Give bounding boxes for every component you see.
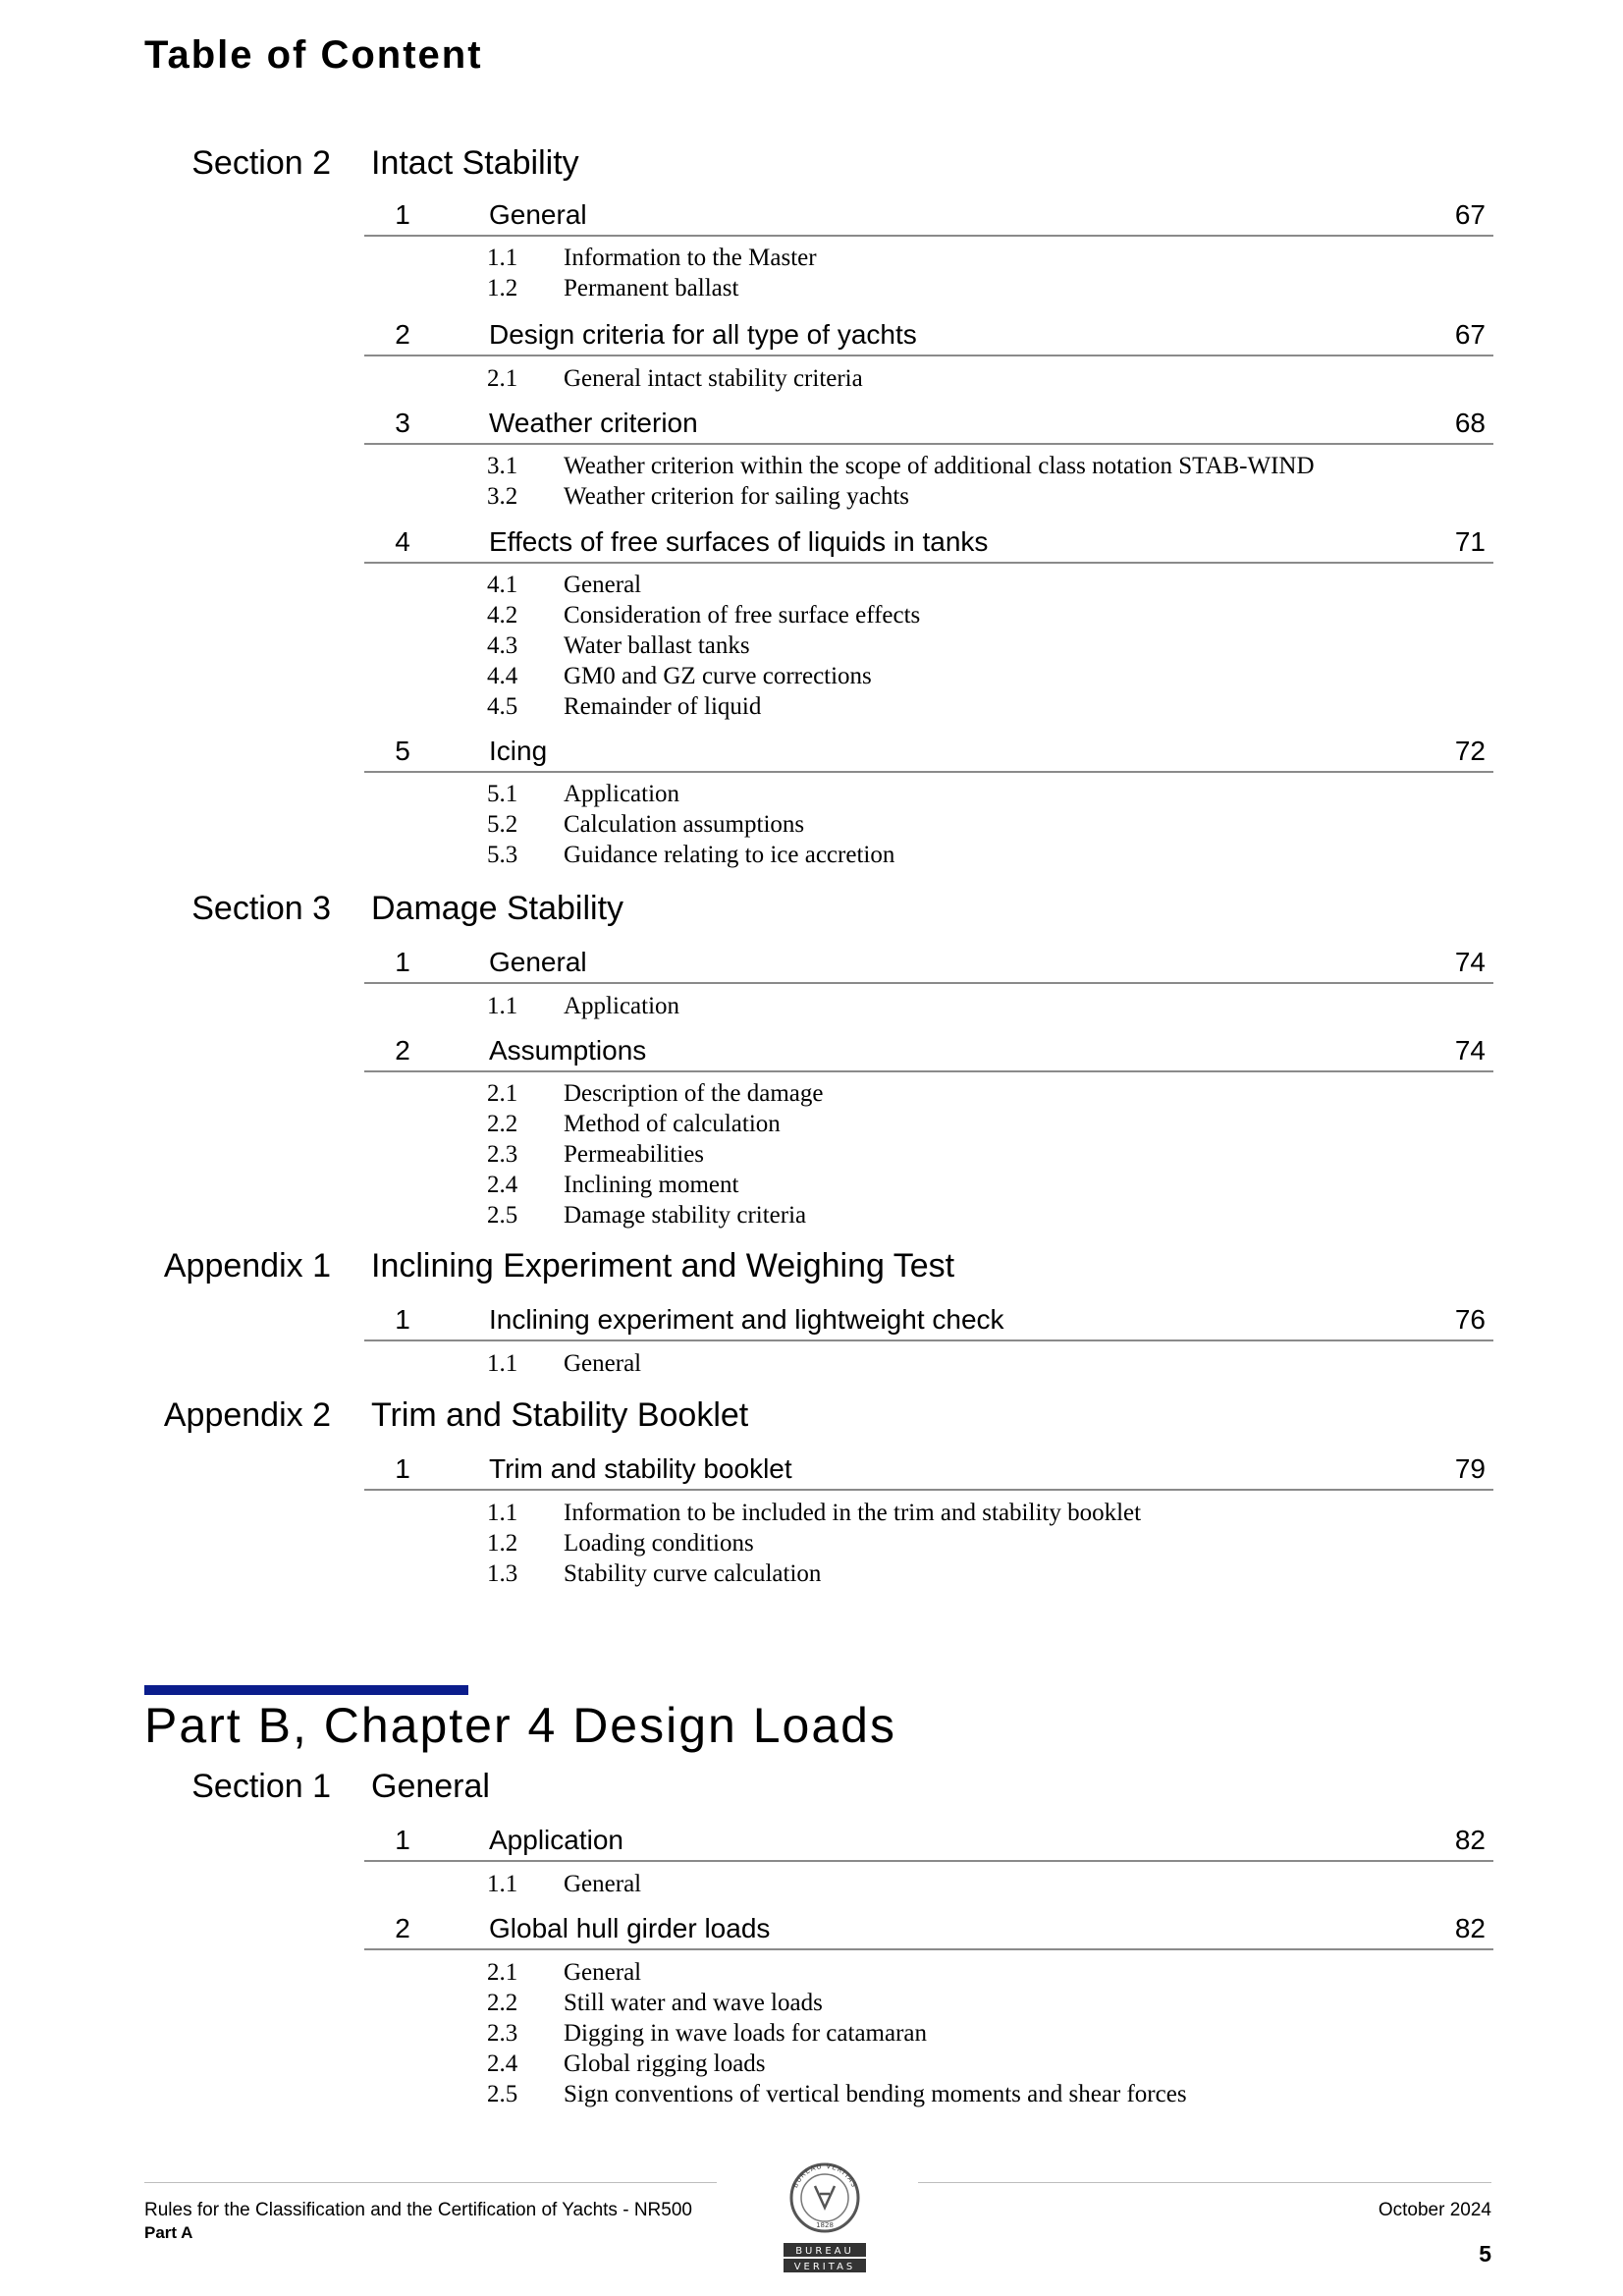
subsection-number: 4.3 — [487, 632, 518, 659]
subsection-number: 4.1 — [487, 572, 518, 598]
subsection-title: GM0 and GZ curve corrections — [564, 663, 872, 689]
toc-subsection[interactable] — [487, 781, 679, 808]
toc-subsection[interactable] — [487, 1350, 641, 1378]
subsection-title: Damage stability criteria — [564, 1202, 807, 1229]
section-title: Inclining Experiment and Weighing Test — [371, 1247, 955, 1285]
toc-subsection[interactable] — [487, 1111, 781, 1138]
article-title: Trim and stability booklet — [489, 1453, 792, 1484]
article-page-number: 67 — [1454, 199, 1486, 230]
article-number: 1 — [395, 199, 410, 230]
section-title: Damage Stability — [371, 890, 624, 927]
subsection-title: Application — [564, 993, 680, 1019]
section-heading — [0, 1247, 1623, 1286]
article-title: Assumptions — [489, 1035, 647, 1066]
subsection-number: 1.1 — [487, 1871, 518, 1897]
section-heading — [0, 1396, 1623, 1436]
toc-subsection[interactable] — [487, 2050, 766, 2078]
toc-subsection[interactable] — [487, 1959, 641, 1987]
article-title: Application — [489, 1825, 623, 1855]
toc-subsection[interactable] — [487, 245, 817, 272]
article-page-number: 68 — [1454, 408, 1486, 438]
subsection-title: Global rigging loads — [564, 2050, 766, 2077]
section-title: General — [371, 1768, 490, 1805]
toc-subsection[interactable] — [487, 2081, 1187, 2108]
subsection-title: Stability curve calculation — [564, 1560, 822, 1587]
toc-subsection[interactable] — [487, 1500, 1141, 1527]
svg-text:1828: 1828 — [816, 2221, 834, 2229]
subsection-number: 1.2 — [487, 275, 518, 301]
subsection-title: Guidance relating to ice accretion — [564, 842, 895, 868]
toc-subsection[interactable] — [487, 632, 750, 660]
subsection-title: General — [564, 1871, 642, 1897]
toc-subsection[interactable] — [487, 2020, 927, 2048]
toc-article-row[interactable] — [364, 1029, 1493, 1072]
subsection-title: Weather criterion within the scope of additional class notation STAB-WIND — [564, 453, 1315, 479]
svg-text:VERITAS: VERITAS — [793, 2262, 856, 2272]
toc-article-row[interactable] — [364, 193, 1493, 237]
toc-title: Table of Content — [144, 33, 483, 77]
toc-article-row[interactable] — [364, 402, 1493, 445]
toc-subsection[interactable] — [487, 811, 804, 839]
subsection-title: Sign conventions of vertical bending moments and shear forces — [564, 2081, 1187, 2107]
subsection-number: 5.3 — [487, 842, 518, 868]
toc-subsection[interactable] — [487, 1560, 821, 1588]
subsection-number: 5.1 — [487, 781, 518, 807]
svg-text:BUREAU: BUREAU — [795, 2246, 854, 2257]
toc-article-row[interactable] — [364, 730, 1493, 773]
subsection-title: Digging in wave loads for catamaran — [564, 2020, 928, 2047]
subsection-title: Consideration of free surface effects — [564, 602, 921, 629]
footer-date: October 2024 — [1378, 2200, 1491, 2220]
article-title: Icing — [489, 736, 548, 766]
footer-doc-info — [144, 2200, 692, 2243]
subsection-number: 3.2 — [487, 483, 518, 510]
toc-article-row[interactable] — [364, 1819, 1493, 1862]
article-page-number: 72 — [1454, 736, 1486, 766]
toc-subsection[interactable] — [487, 453, 1315, 480]
subsection-number: 2.3 — [487, 1141, 518, 1168]
subsection-number: 2.5 — [487, 1202, 518, 1229]
toc-subsection[interactable] — [487, 1990, 823, 2017]
footer-rule-right — [918, 2182, 1491, 2183]
article-page-number: 82 — [1454, 1825, 1486, 1855]
toc-article-row[interactable] — [364, 941, 1493, 984]
subsection-number: 4.4 — [487, 663, 518, 689]
section-title: Trim and Stability Booklet — [371, 1396, 749, 1434]
toc-subsection[interactable] — [487, 365, 863, 393]
article-number: 3 — [395, 408, 410, 438]
section-label: Appendix 2 — [163, 1396, 331, 1434]
subsection-number: 2.2 — [487, 1111, 518, 1137]
section-heading — [0, 1768, 1623, 1807]
toc-subsection[interactable] — [487, 1202, 806, 1230]
subsection-number: 2.4 — [487, 2050, 518, 2077]
subsection-title: Still water and wave loads — [564, 1990, 823, 2016]
toc-subsection[interactable] — [487, 1871, 641, 1898]
toc-subsection[interactable] — [487, 1530, 754, 1558]
subsection-title: General — [564, 1350, 642, 1377]
section-label: Section 2 — [191, 144, 331, 182]
toc-article-row[interactable] — [364, 1298, 1493, 1341]
toc-subsection[interactable] — [487, 275, 738, 302]
part-b-heading: Part B, Chapter 4 Design Loads — [144, 1698, 896, 1753]
article-number: 1 — [395, 1825, 410, 1855]
article-title: Global hull girder loads — [489, 1913, 771, 1943]
article-number: 2 — [395, 1035, 410, 1066]
subsection-title: Loading conditions — [564, 1530, 754, 1557]
article-number: 2 — [395, 1913, 410, 1943]
subsection-title: Remainder of liquid — [564, 693, 762, 720]
subsection-title: Description of the damage — [564, 1080, 824, 1107]
page-number: 5 — [1479, 2241, 1491, 2267]
subsection-number: 3.1 — [487, 453, 518, 479]
article-page-number: 82 — [1454, 1913, 1486, 1943]
article-page-number: 67 — [1454, 319, 1486, 350]
section-heading — [0, 890, 1623, 929]
article-title: Inclining experiment and lightweight check — [489, 1304, 1004, 1335]
toc-subsection[interactable] — [487, 572, 641, 599]
article-number: 4 — [395, 526, 410, 557]
subsection-number: 4.5 — [487, 693, 518, 720]
subsection-title: Calculation assumptions — [564, 811, 805, 838]
toc-subsection[interactable] — [487, 663, 872, 690]
subsection-number: 1.3 — [487, 1560, 518, 1587]
article-number: 5 — [395, 736, 410, 766]
section-label: Section 1 — [191, 1768, 331, 1805]
subsection-title: Permanent ballast — [564, 275, 739, 301]
toc-subsection[interactable] — [487, 1172, 738, 1199]
svg-text:BUREAU VERITAS: BUREAU VERITAS — [790, 2161, 859, 2190]
section-title: Intact Stability — [371, 144, 579, 182]
toc-subsection[interactable] — [487, 483, 909, 511]
article-title: Design criteria for all type of yachts — [489, 319, 917, 350]
article-page-number: 76 — [1454, 1304, 1486, 1335]
toc-subsection[interactable] — [487, 602, 920, 629]
subsection-title: Permeabilities — [564, 1141, 705, 1168]
subsection-number: 1.1 — [487, 1350, 518, 1377]
subsection-title: General — [564, 572, 642, 598]
article-page-number: 71 — [1454, 526, 1486, 557]
part-accent-bar — [144, 1685, 468, 1695]
article-number: 1 — [395, 1453, 410, 1484]
subsection-number: 1.1 — [487, 245, 518, 271]
subsection-number: 1.2 — [487, 1530, 518, 1557]
subsection-number: 2.2 — [487, 1990, 518, 2016]
article-title: Effects of free surfaces of liquids in tanks — [489, 526, 989, 557]
subsection-number: 2.1 — [487, 365, 518, 392]
footer-rule-left — [144, 2182, 717, 2183]
toc-article-row[interactable] — [364, 1448, 1493, 1491]
toc-subsection[interactable] — [487, 693, 761, 721]
subsection-number: 4.2 — [487, 602, 518, 629]
subsection-number: 1.1 — [487, 1500, 518, 1526]
toc-subsection[interactable] — [487, 993, 679, 1020]
toc-article-row[interactable] — [364, 313, 1493, 356]
toc-subsection[interactable] — [487, 1080, 824, 1108]
article-title: General — [489, 947, 587, 977]
section-label: Appendix 1 — [163, 1247, 331, 1285]
subsection-title: Application — [564, 781, 680, 807]
subsection-title: Information to the Master — [564, 245, 817, 271]
section-label: Section 3 — [191, 890, 331, 927]
subsection-number: 2.3 — [487, 2020, 518, 2047]
subsection-number: 2.1 — [487, 1080, 518, 1107]
article-title: Weather criterion — [489, 408, 698, 438]
article-page-number: 79 — [1454, 1453, 1486, 1484]
subsection-title: General — [564, 1959, 642, 1986]
subsection-title: Method of calculation — [564, 1111, 781, 1137]
article-page-number: 74 — [1454, 1035, 1486, 1066]
section-heading — [0, 144, 1623, 184]
subsection-number: 2.1 — [487, 1959, 518, 1986]
subsection-title: General intact stability criteria — [564, 365, 863, 392]
article-page-number: 74 — [1454, 947, 1486, 977]
subsection-title: Inclining moment — [564, 1172, 739, 1198]
subsection-number: 2.5 — [487, 2081, 518, 2107]
toc-article-row[interactable] — [364, 1907, 1493, 1950]
subsection-title: Water ballast tanks — [564, 632, 750, 659]
footer-doc-title: Rules for the Classification and the Certification of Yachts - NR500 — [144, 2200, 692, 2220]
subsection-number: 5.2 — [487, 811, 518, 838]
article-number: 1 — [395, 947, 410, 977]
article-number: 1 — [395, 1304, 410, 1335]
article-title: General — [489, 199, 587, 230]
subsection-number: 2.4 — [487, 1172, 518, 1198]
footer-part: Part A — [144, 2223, 193, 2242]
subsection-title: Information to be included in the trim and stability booklet — [564, 1500, 1142, 1526]
toc-article-row[interactable] — [364, 520, 1493, 564]
subsection-title: Weather criterion for sailing yachts — [564, 483, 910, 510]
bureau-veritas-logo — [766, 2151, 884, 2278]
article-number: 2 — [395, 319, 410, 350]
toc-subsection[interactable] — [487, 1141, 704, 1169]
toc-subsection[interactable] — [487, 842, 894, 869]
subsection-number: 1.1 — [487, 993, 518, 1019]
